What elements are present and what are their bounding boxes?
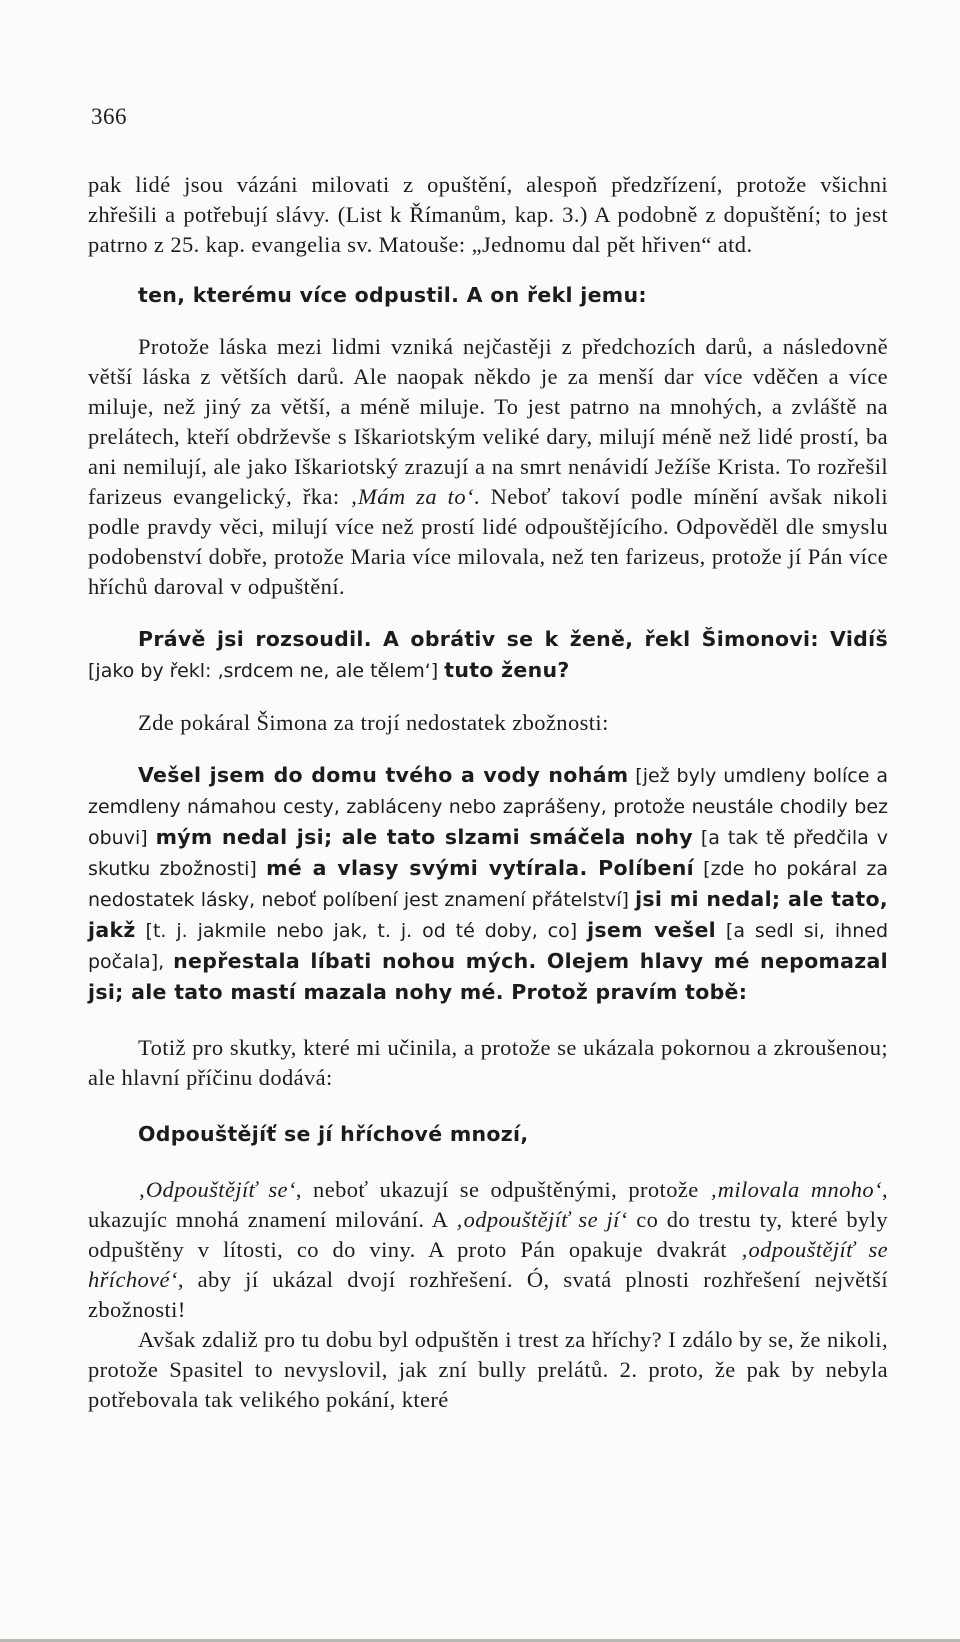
bracket-gloss: [jako by řekl: ‚srdcem ne, ale tělem‘] bbox=[88, 660, 445, 682]
verse-heading-2 bbox=[88, 624, 888, 686]
paragraph-text: Zde pokáral Šimona za trojí nedostatek zbožnosti: bbox=[138, 710, 609, 735]
commentary-line bbox=[88, 708, 888, 738]
paragraph-text: Avšak zdaliž pro tu dobu byl odpuštěn i trest za hříchy? I zdálo by se, že nikoli, protože Spasitel to nevyslovil, jak zní bully prelátů. 2. proto, že pak by nebyla potřebovala tak velikého pokání, které bbox=[88, 1327, 888, 1412]
paragraph-continuation bbox=[88, 170, 888, 260]
commentary-paragraph-2 bbox=[88, 1033, 888, 1093]
bracket-gloss: [jež byly umdleny bolíce a zemdleny námahou cesty, zabláceny nebo zaprášeny, protože neustále chodily bez obuvi] bbox=[88, 765, 888, 849]
bracket-gloss: [t. j. jakmile nebo jak, t. j. od té doby, co] bbox=[135, 920, 588, 942]
verse-text: jsi mi nedal; ale tato, jakž bbox=[88, 887, 888, 942]
italic-quote: ‚Mám za to‘ bbox=[350, 484, 474, 509]
commentary-paragraph-3 bbox=[88, 1175, 888, 1325]
verse-text: Odpouštějíť se jí hříchové mnozí, bbox=[138, 1122, 529, 1146]
verse-text: tuto ženu? bbox=[444, 658, 570, 682]
paragraph-text: . Neboť takoví podle mínění avšak nikoli podle pravdy věci, milují více než prostí lidé odpouštějícího. Odpověděl dle smyslu podobenství dobře, protože Maria více milovala, než ten farizeus, protože jí Pán více hříchů daroval v odpuštění. bbox=[88, 484, 888, 599]
page-body bbox=[88, 170, 888, 1415]
italic-quote: ‚Odpouštějíť se‘ bbox=[138, 1177, 296, 1202]
verse-text: jsem vešel bbox=[587, 918, 717, 942]
paragraph-text: , aby jí ukázal dvojí rozhřešení. Ó, svatá plnosti rozhřešení největší zbožnosti! bbox=[88, 1267, 888, 1322]
verse-text: mé a vlasy svými vytírala. Políbení bbox=[266, 856, 694, 880]
paragraph-text: Protože láska mezi lidmi vzniká nejčastěji z předchozích darů, a následovně větší láska z větších darů. Ale naopak někdo je za menší dar více vděčen a více miluje, než jiný za větší, a méně miluje. To jest patrno na mnohých, a zvláště na prelátech, kteří obdrževše s Iškariotským veliké dary, milují méně než lidé prostí, ba ani nemilují, ale jako Iškariotský zrazují a na smrt nenávidí Ježíše Krista. To rozřešil farizeus evangelický, řka: bbox=[88, 334, 888, 509]
verse-text: mým nedal jsi; ale tato slzami smáčela nohy bbox=[155, 825, 693, 849]
verse-text: Právě jsi rozsoudil. A obrátiv se k ženě, řekl Šimonovi: Vidíš bbox=[138, 627, 888, 651]
commentary-paragraph-1 bbox=[88, 332, 888, 602]
verse-heading-1 bbox=[88, 280, 888, 310]
italic-quote: ‚odpouštějíť se jí‘ bbox=[455, 1207, 628, 1232]
paragraph-text: , ukazujíc mnohá znamení milování. A bbox=[88, 1177, 888, 1232]
bracket-gloss: [zde ho pokáral za nedostatek lásky, neboť políbení jest znamení přátelství] bbox=[88, 858, 888, 911]
commentary-paragraph-4 bbox=[88, 1325, 888, 1415]
bracket-gloss: [a tak tě předčila v skutku zbožnosti] bbox=[88, 827, 889, 880]
paragraph-text: Totiž pro skutky, které mi učinila, a protože se ukázala pokornou a zkroušenou; ale hlavní příčinu dodává: bbox=[88, 1035, 888, 1090]
verse-text: nepřestala líbati nohou mých. Olejem hlavy mé nepomazal jsi; ale tato mastí mazala nohy mé. Protož pravím tobě: bbox=[88, 949, 888, 1004]
paragraph-text: , neboť ukazují se odpuštěnými, protože bbox=[295, 1177, 710, 1202]
italic-quote: ‚milovala mnoho‘ bbox=[709, 1177, 882, 1202]
page-number: 366 bbox=[91, 104, 127, 129]
verse-heading-3 bbox=[88, 1119, 888, 1149]
paragraph-text: pak lidé jsou vázáni milovati z opuštění, alespoň předzřízení, protože všichni zhřešili a potřebují slávy. (List k Římanům, kap. 3.) A podobně z dopuštění; to jest patrno z 25. kap. evangelia sv. Matouše: „Jednomu dal pět hřiven“ atd. bbox=[88, 172, 888, 257]
paragraph-text: co do trestu ty, které byly odpuštěny v lítosti, co do viny. A proto Pán opakuje dvakrát bbox=[88, 1207, 888, 1262]
italic-quote: ‚odpouštějíť se hříchové‘ bbox=[88, 1237, 888, 1292]
verse-paragraph bbox=[88, 760, 888, 1007]
verse-text: ten, kterému více odpustil. A on řekl jemu: bbox=[138, 283, 647, 307]
bracket-gloss: [a sedl si, ihned počala], bbox=[88, 920, 889, 973]
verse-text: Vešel jsem do domu tvého a vody nohám bbox=[138, 763, 629, 787]
